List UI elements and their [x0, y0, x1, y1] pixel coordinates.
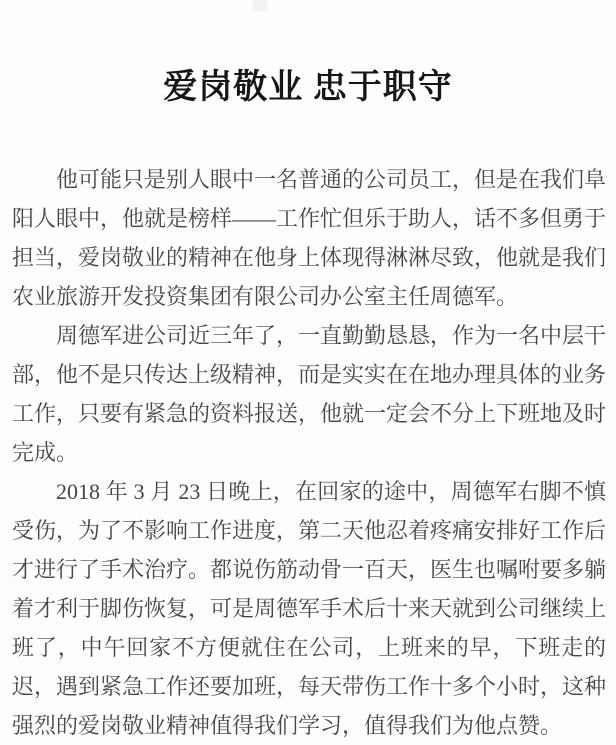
document-body: [12, 160, 606, 745]
paragraph-intro: 他可能只是别人眼中一名普通的公司员工，但是在我们阜阳人眼中，他就是榜样——工作忙但乐于助人，话不多但勇于担当，爱岗敬业的精神在他身上体现得淋淋尽致，他就是我们农业旅游开发投资集团有限公司办公室主任周德军。: [12, 167, 607, 309]
scan-smudge-artifact: [253, 0, 267, 11]
paragraph-work-ethic: 周德军进公司近三年了，一直勤勤恳恳，作为一名中层干部，他不是只传达上级精神，而是实实在在地办理具体的业务工作，只要有紧急的资料报送，他就一定会不分上下班地及时完成。: [12, 323, 607, 465]
paragraph-injury-story: 2018 年 3 月 23 日晚上，在回家的途中，周德军右脚不慎受伤，为了不影响工作进度，第二天他忍着疼痛安排好工作后才进行了手术治疗。都说伤筋动骨一百天，医生也嘱咐要多躺着才利于脚伤恢复，可是周德军手术后十来天就到公司继续上班了，中午回家不方便就住在公司，上班来的早，下班走的迟，遇到紧急工作还要加班，每天带伤工作十多个小时，这种强烈的爱岗敬业精神值得我们学习，值得我们为他点赞。: [12, 479, 607, 738]
document-title: 爱岗敬业 忠于职守: [163, 69, 453, 106]
